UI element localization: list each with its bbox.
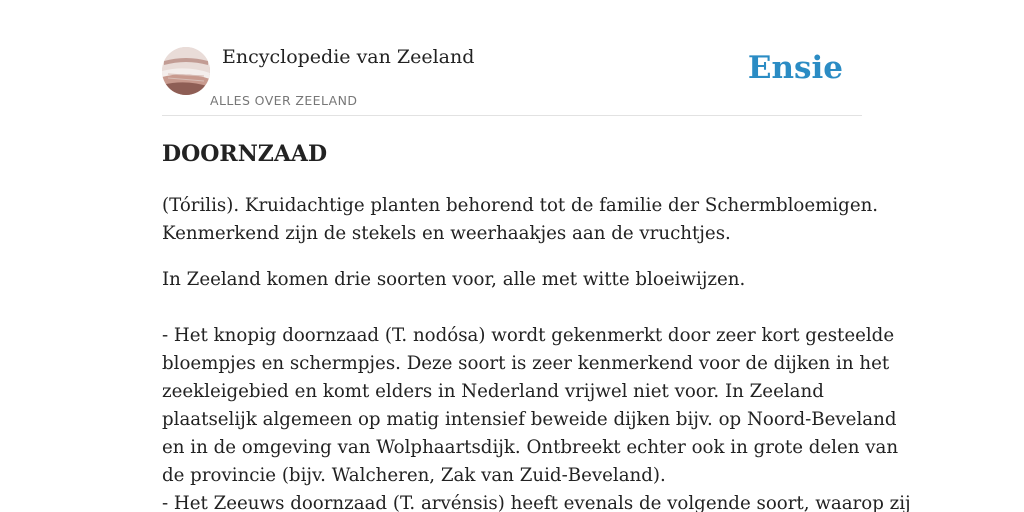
site-title[interactable]: Encyclopedie van Zeeland [222,46,475,68]
text-line: plaatselijk algemeen op matig intensief beweide dijken bijv. op Noord-Beveland [162,409,897,430]
text-line: (Tórilis). Kruidachtige planten behorend tot de familie der Schermbloemigen. [162,195,879,216]
site-subtitle: ALLES OVER ZEELAND [210,93,358,108]
text-line: en in de omgeving van Wolphaartsdijk. Ontbreekt echter ook in grote delen van [162,437,899,458]
text-line: In Zeeland komen drie soorten voor, alle met witte bloeiwijzen. [162,269,746,290]
text-line: - Het knopig doornzaad (T. nodósa) wordt gekenmerkt door zeer kort gesteelde [162,325,895,346]
article-title: DOORNZAAD [162,141,328,167]
page [162,0,911,512]
text-line: - Het Zeeuws doornzaad (T. arvénsis) heeft evenals de volgende soort, waarop zij [162,493,911,512]
text-line: Kenmerkend zijn de stekels en weerhaakjes aan de vruchtjes. [162,223,731,244]
book-pages-icon [162,47,210,95]
text-line: zeekleigebied en komt elders in Nederland vrijwel niet voor. In Zeeland [162,381,824,402]
article-body [162,192,911,512]
paragraph-intro [162,192,879,248]
site-avatar[interactable] [162,47,210,95]
paragraph-species [162,266,911,512]
text-line: de provincie (bijv. Walcheren, Zak van Zuid-Beveland). [162,465,666,486]
line-break [162,294,862,322]
text-line: bloempjes en schermpjes. Deze soort is zeer kenmerkend voor de dijken in het [162,353,890,374]
site-header [162,0,862,116]
brand-logo[interactable]: Ensie [747,50,843,86]
